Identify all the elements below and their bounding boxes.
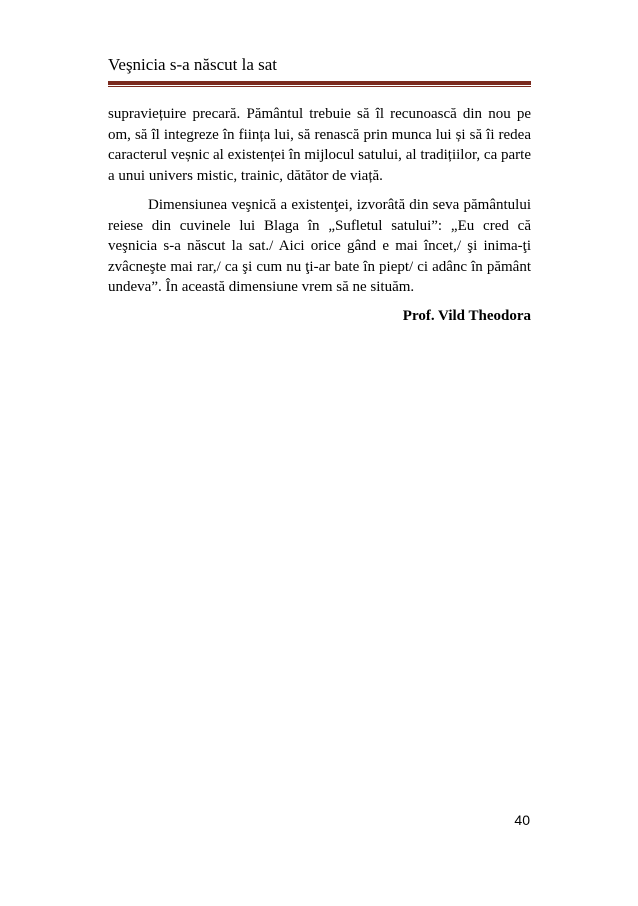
author-signature: Prof. Vild Theodora: [402, 307, 531, 324]
running-header-title: Veşnicia s-a născut la sat: [108, 55, 277, 74]
header-rule-thick: [108, 81, 531, 85]
paragraph-1: supraviețuire precară. Pământul trebuie să îl recunoască din nou pe om, să îl integreze în ființa lui, să renască prin munca lui și să îi redea caracterul veșnic al existenței în mijlocul satului, al tradițiilor, ca parte a unui univers mistic, trainic, dătător de viață.: [108, 106, 531, 184]
header-rule-thin: [108, 86, 531, 87]
page-number: 40: [514, 812, 530, 828]
paragraph-2: Dimensiunea veşnică a existenţei, izvorâtă din seva pământului reiese din cuvinele lui Blaga în „Sufletul satului”: „Eu cred că veşnicia s-a născut la sat./ Aici orice gând e mai încet,/ şi inima-ţi zvâcneşte mai rar,/ ca şi cum nu ţi-ar bate în piept/ ci adânc în pământ undeva”. În această dimensiune vrem să ne situăm.: [108, 197, 531, 295]
body-text: [108, 104, 531, 326]
